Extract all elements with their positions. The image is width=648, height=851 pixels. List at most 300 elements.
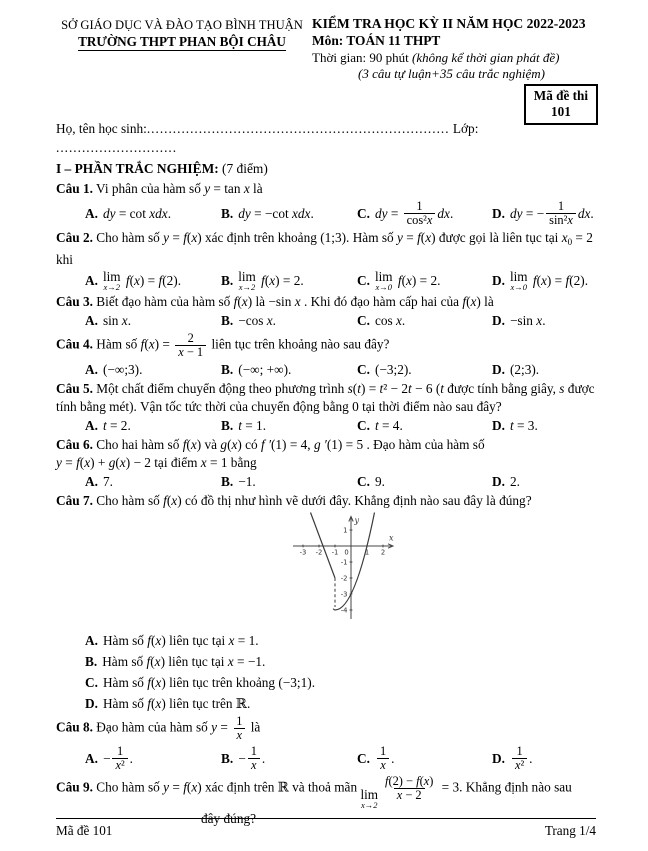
subject-line: Môn: TOÁN 11 THPT: [312, 33, 441, 48]
section-points: (7 điểm): [222, 161, 268, 176]
text-run: = 1.: [234, 633, 259, 648]
text-run: Hàm số: [102, 675, 148, 690]
options-row: [56, 417, 596, 435]
text-run: (: [536, 273, 541, 288]
math-run: x: [84, 455, 91, 470]
option-letter: C.: [85, 675, 98, 690]
option-letter: A.: [85, 418, 98, 433]
text-run: 2: [187, 331, 194, 345]
figure-ticks: [300, 516, 394, 614]
math-run: dx: [577, 205, 591, 221]
text-run: .: [401, 313, 406, 328]
text-run: − 2: [402, 788, 422, 802]
limit-word: lim: [360, 786, 379, 802]
text-run: (−3;2).: [374, 362, 412, 377]
footer-page-number: Trang 1/4: [544, 823, 596, 838]
text-run: =: [387, 205, 402, 221]
option-C: [85, 674, 596, 692]
option-letter: D.: [492, 750, 505, 766]
tick-label: -1: [340, 558, 348, 567]
y-axis-label: y: [354, 516, 360, 525]
math-run: x: [228, 633, 235, 648]
option-B: [221, 417, 357, 435]
fraction-denominator: [512, 758, 527, 772]
text-run: ) và: [196, 437, 221, 452]
math-run: t: [357, 381, 361, 396]
limit-word: lim: [509, 269, 528, 284]
option-letter: C.: [357, 750, 370, 766]
text-run: −1.: [238, 474, 256, 489]
math-run: x: [514, 758, 521, 772]
student-info-line: [56, 119, 596, 157]
math-run: x: [294, 294, 301, 309]
math-run: x: [470, 294, 477, 309]
text-run: (: [419, 774, 424, 788]
text-run: Một chất điểm chuyển động theo phương trình: [96, 381, 348, 396]
math-run: t: [102, 418, 107, 433]
question-line: [56, 774, 596, 810]
figure-q7: [290, 512, 596, 629]
limit-operator: [510, 270, 528, 292]
tick-label: 0: [344, 548, 349, 557]
fraction-denominator: [377, 758, 389, 772]
text-run: cos: [374, 313, 396, 328]
fraction-denominator: [112, 758, 127, 772]
math-run: f: [565, 273, 570, 288]
math-run: x: [406, 273, 412, 288]
text-run: được tính bằng giây,: [443, 381, 560, 396]
option-letter: D.: [492, 474, 505, 489]
limit-operator: [375, 270, 393, 292]
text-run: = tan: [210, 181, 244, 196]
text-run: ) − 2 tại điểm: [125, 455, 201, 470]
text-run: 1: [236, 714, 243, 728]
fraction-numerator: [185, 332, 197, 345]
math-run: f: [76, 455, 80, 470]
math-run: dy: [374, 205, 388, 221]
question-number: Câu 7.: [56, 493, 93, 508]
option-C: [357, 270, 492, 292]
text-run: 1: [416, 199, 423, 213]
option-letter: D.: [492, 362, 505, 377]
option-B: [221, 361, 357, 379]
limit-word: lim: [374, 269, 393, 284]
text-run: Hàm số: [102, 654, 147, 669]
question-line: [56, 293, 596, 311]
text-run: = cot: [115, 205, 150, 221]
fraction-denominator: [546, 213, 576, 227]
text-run: = 1 bằng: [206, 455, 257, 470]
limit-subscript: x→0: [510, 282, 527, 292]
text-run: =: [402, 230, 418, 245]
math-run: f: [183, 230, 187, 245]
question-number: Câu 4.: [56, 336, 93, 352]
option-letter: B.: [221, 750, 234, 766]
text-run: 1: [116, 744, 124, 758]
math-run: f ′: [261, 437, 271, 452]
text-run: ) = 2.: [411, 273, 441, 288]
text-run: (2) −: [388, 774, 417, 788]
text-run: (: [401, 273, 406, 288]
option-A: [85, 473, 221, 491]
tick-label: 1: [364, 548, 370, 557]
option-C: [357, 417, 492, 435]
math-run: f: [158, 273, 163, 288]
limit-operator: [103, 270, 121, 292]
limit-subscript: x→0: [375, 282, 392, 292]
math-run: f: [529, 273, 537, 288]
text-run: ) liên tục trên khoảng (−3;1).: [161, 675, 316, 690]
math-run: dy: [102, 205, 116, 221]
text-run: 1: [250, 744, 257, 758]
text-run: = 3.: [513, 418, 538, 433]
option-B: [221, 205, 357, 223]
option-C: [357, 312, 492, 330]
math-run: t: [374, 418, 379, 433]
math-run: f: [462, 294, 467, 309]
text-run: . Khi đó đạo hàm cấp hai của: [300, 294, 463, 309]
math-run: x: [231, 437, 238, 452]
fraction: [404, 200, 436, 227]
text-run: (2).: [569, 273, 589, 288]
limit-operator: [238, 270, 256, 292]
fraction-denominator: [404, 213, 436, 227]
section-title: [56, 159, 596, 179]
question-number: Câu 8.: [56, 719, 93, 735]
math-run: f: [146, 654, 151, 669]
text-run: .: [261, 750, 266, 766]
option-letter: B.: [221, 362, 234, 377]
option-D: [492, 199, 596, 228]
option-letter: C.: [357, 273, 370, 288]
x-axis-label: x: [389, 533, 394, 543]
question-line: [56, 398, 596, 416]
text-run: = −: [522, 205, 545, 221]
question-5: [56, 380, 596, 435]
question-line: [56, 492, 596, 510]
question-number: Câu 2.: [56, 230, 93, 245]
limit-subscript: x→2: [103, 282, 120, 292]
math-run: g ′: [313, 437, 327, 452]
option-letter: A.: [85, 205, 98, 221]
option-A: [85, 205, 221, 223]
math-run: x: [200, 455, 207, 470]
option-letter: A.: [85, 313, 98, 328]
text-run: ) +: [90, 455, 109, 470]
text-run: Cho hàm số: [96, 230, 164, 245]
math-run: x: [251, 758, 257, 772]
text-run: ) =: [360, 381, 380, 396]
text-run: = 3. Khẳng định nào sau: [438, 779, 572, 795]
question-line: [56, 454, 596, 472]
question-line: [56, 331, 596, 360]
text-run: −: [102, 750, 111, 766]
option-letter: B.: [221, 205, 234, 221]
option-letter: B.: [221, 474, 234, 489]
header-left: [56, 15, 308, 82]
exam-code-label: Mã đề thi: [533, 88, 588, 103]
text-run: (1) = 4,: [270, 437, 314, 452]
math-run: t: [440, 381, 444, 396]
fraction: [248, 745, 260, 772]
option-letter: D.: [492, 418, 505, 433]
option-A: [85, 361, 221, 379]
text-run: =: [61, 455, 77, 470]
option-letter: B.: [221, 418, 234, 433]
text-run: ) là −sin: [247, 294, 295, 309]
option-B: [221, 312, 357, 330]
math-run: dy: [509, 205, 523, 221]
math-run: x: [567, 213, 573, 227]
question-line: [56, 714, 596, 743]
math-run: x: [396, 788, 403, 802]
math-run: f: [163, 493, 167, 508]
text-run: .: [542, 313, 546, 328]
text-run: Đạo hàm của hàm số: [96, 719, 212, 735]
tick-label: -2: [315, 548, 323, 557]
text-run: = 2: [572, 230, 593, 245]
text-run: (: [129, 273, 134, 288]
question-7: [56, 492, 596, 713]
question-number: Câu 1.: [56, 181, 93, 196]
text-run: ) liên tục tại: [160, 654, 228, 669]
footer-exam-code: Mã đề 101: [56, 823, 113, 838]
text-run: (1) = 5 . Đạo hàm của hàm số: [326, 437, 485, 452]
department-name: SỞ GIÁO DỤC VÀ ĐÀO TẠO BÌNH THUẬN: [61, 18, 303, 32]
text-run: ) =: [154, 336, 174, 352]
option-C: [357, 361, 492, 379]
questions: [56, 180, 596, 828]
text-run: (: [144, 336, 149, 352]
text-run: (: [466, 294, 471, 309]
math-run: t: [379, 381, 384, 396]
option-letter: C.: [357, 418, 370, 433]
text-run: .: [391, 750, 395, 766]
text-run: ) là: [476, 294, 494, 309]
math-run: f: [416, 774, 420, 788]
math-run: x: [154, 654, 161, 669]
math-run: f: [233, 294, 238, 309]
limit-word: lim: [238, 269, 256, 284]
math-run: dy: [238, 205, 251, 221]
section-title-text: I – PHẦN TRẮC NGHIỆM:: [56, 161, 219, 176]
text-run: .: [449, 205, 454, 221]
text-run: =: [169, 779, 184, 795]
format-note: (3 câu tự luận+35 câu trắc nghiệm): [358, 66, 545, 81]
text-run: Cho hàm số: [96, 493, 164, 508]
option-A: [85, 270, 221, 292]
fraction: [546, 200, 576, 227]
limit-subscript: x→2: [360, 799, 378, 810]
text-run: .: [272, 313, 276, 328]
text-run: Cho hàm số: [96, 779, 164, 795]
math-run: f: [183, 779, 187, 795]
fraction-numerator: [382, 775, 436, 788]
math-run: x: [536, 313, 543, 328]
text-run: (: [352, 381, 358, 396]
text-run: (2).: [162, 273, 182, 288]
math-run: x: [190, 437, 197, 452]
text-run: (: [150, 696, 156, 711]
options-row: [56, 361, 596, 379]
text-run: ) xác định trên ℝ và thoả mãn: [197, 779, 361, 795]
math-run: x: [121, 313, 128, 328]
text-run: ) liên tục tại: [161, 633, 229, 648]
option-letter: B.: [221, 273, 234, 288]
question-line: [56, 229, 596, 251]
math-run: t: [509, 418, 514, 433]
text-run: (2;3).: [509, 362, 540, 377]
math-run: x: [178, 345, 184, 359]
text-run: (: [166, 493, 172, 508]
fraction: [382, 775, 436, 802]
option-letter: D.: [85, 696, 98, 711]
header-right: [308, 15, 596, 82]
time-label: Thời gian: 90 phút: [312, 50, 413, 65]
option-D: [492, 744, 596, 773]
class-dots: ............................: [56, 140, 178, 155]
math-run: y: [163, 230, 170, 245]
math-run: f: [385, 774, 389, 788]
text-run: ) có: [237, 437, 262, 452]
option-C: [357, 744, 492, 773]
option-letter: A.: [85, 273, 98, 288]
math-run: s: [559, 381, 565, 396]
text-run: .: [590, 205, 594, 221]
math-run: x: [227, 654, 234, 669]
math-run: f: [147, 696, 151, 711]
option-D: [85, 695, 596, 713]
text-run: .: [167, 205, 172, 221]
option-B: [221, 270, 357, 292]
tick-label: -3: [299, 548, 307, 557]
option-letter: D.: [492, 273, 505, 288]
text-run: (: [420, 230, 426, 245]
options-row: [56, 744, 596, 773]
option-letter: B.: [85, 654, 98, 669]
text-run: là: [247, 719, 261, 735]
text-run: khi: [56, 252, 73, 267]
fraction-denominator: [248, 758, 260, 772]
math-run: x: [380, 758, 386, 772]
option-letter: A.: [85, 750, 98, 766]
option-A: [85, 744, 221, 773]
fraction-denominator: [234, 728, 246, 742]
question-number: Câu 3.: [56, 294, 93, 309]
question-line: [56, 180, 596, 198]
math-run: f: [394, 273, 402, 288]
math-run: x: [561, 230, 568, 245]
option-letter: A.: [85, 474, 98, 489]
option-letter: A.: [85, 362, 98, 377]
text-run: liên tục trên khoảng nào sau đây?: [208, 336, 390, 352]
exam-code-box: [524, 84, 598, 125]
option-letter: C.: [357, 362, 370, 377]
text-run: cos²: [406, 213, 427, 227]
text-run: ) liên tục trên ℝ.: [161, 696, 251, 711]
math-run: x: [541, 273, 547, 288]
question-line: [56, 436, 596, 454]
fraction-numerator: [377, 745, 389, 758]
fraction-numerator: [513, 745, 525, 758]
text-run: (: [186, 779, 192, 795]
math-run: x: [425, 230, 432, 245]
math-run: g: [220, 437, 228, 452]
math-run: x: [266, 313, 273, 328]
text-run: .: [127, 313, 132, 328]
math-run: x: [191, 779, 198, 795]
text-run: 9.: [374, 474, 385, 489]
function-graph: [290, 512, 414, 624]
text-run: (−∞;3).: [102, 362, 143, 377]
option-letter: D.: [492, 205, 505, 221]
math-run: t: [408, 381, 412, 396]
text-run: ) =: [139, 273, 159, 288]
fraction: [512, 745, 527, 772]
math-run: y: [163, 779, 170, 795]
math-run: f: [140, 336, 145, 352]
text-run: = 4.: [378, 418, 403, 433]
question-number: Câu 5.: [56, 381, 93, 396]
student-name-dots: ......................................................................: [146, 121, 450, 136]
fraction: [175, 332, 206, 359]
exam-header: [56, 15, 596, 82]
text-run: = 2.: [106, 418, 131, 433]
class-label: Lớp:: [452, 121, 479, 136]
math-run: y: [204, 181, 211, 196]
text-run: là: [249, 181, 263, 196]
text-run: (: [150, 654, 155, 669]
math-run: x: [171, 493, 178, 508]
option-letter: D.: [492, 313, 505, 328]
options-row: [56, 270, 596, 292]
question-6: [56, 436, 596, 491]
question-line: [56, 380, 596, 398]
fraction-numerator: [413, 200, 425, 213]
math-run: x: [134, 273, 140, 288]
text-run: Hàm số: [96, 336, 141, 352]
option-C: [357, 199, 492, 228]
subscript: 0: [567, 237, 573, 247]
fraction-denominator: [394, 788, 425, 802]
tick-label: -3: [340, 590, 348, 599]
limit-operator: [360, 788, 378, 810]
math-run: y: [56, 455, 62, 470]
text-run: ) =: [546, 273, 566, 288]
text-run: được: [564, 381, 595, 396]
text-run: sin: [102, 313, 122, 328]
exam-code-value: 101: [551, 104, 571, 119]
text-run: 2.: [509, 474, 520, 489]
text-run: − 1: [183, 345, 204, 359]
text-run: ) được gọi là liên tục tại: [431, 230, 562, 245]
text-run: −sin: [509, 313, 537, 328]
limit-subscript: x→2: [238, 282, 256, 292]
tick-label: -4: [340, 606, 348, 615]
question-4: [56, 331, 596, 379]
text-run: ² − 2: [383, 381, 409, 396]
text-run: 1: [379, 744, 387, 758]
math-run: g: [108, 455, 116, 470]
fraction-numerator: [114, 745, 126, 758]
question-1: [56, 180, 596, 228]
option-A: [85, 632, 596, 650]
math-run: f: [182, 437, 187, 452]
exam-title: KIỂM TRA HỌC KỲ II NĂM HỌC 2022-2023: [312, 16, 586, 31]
tick-label: 2: [380, 548, 386, 557]
math-run: x: [269, 273, 276, 288]
time-line: [312, 49, 596, 66]
